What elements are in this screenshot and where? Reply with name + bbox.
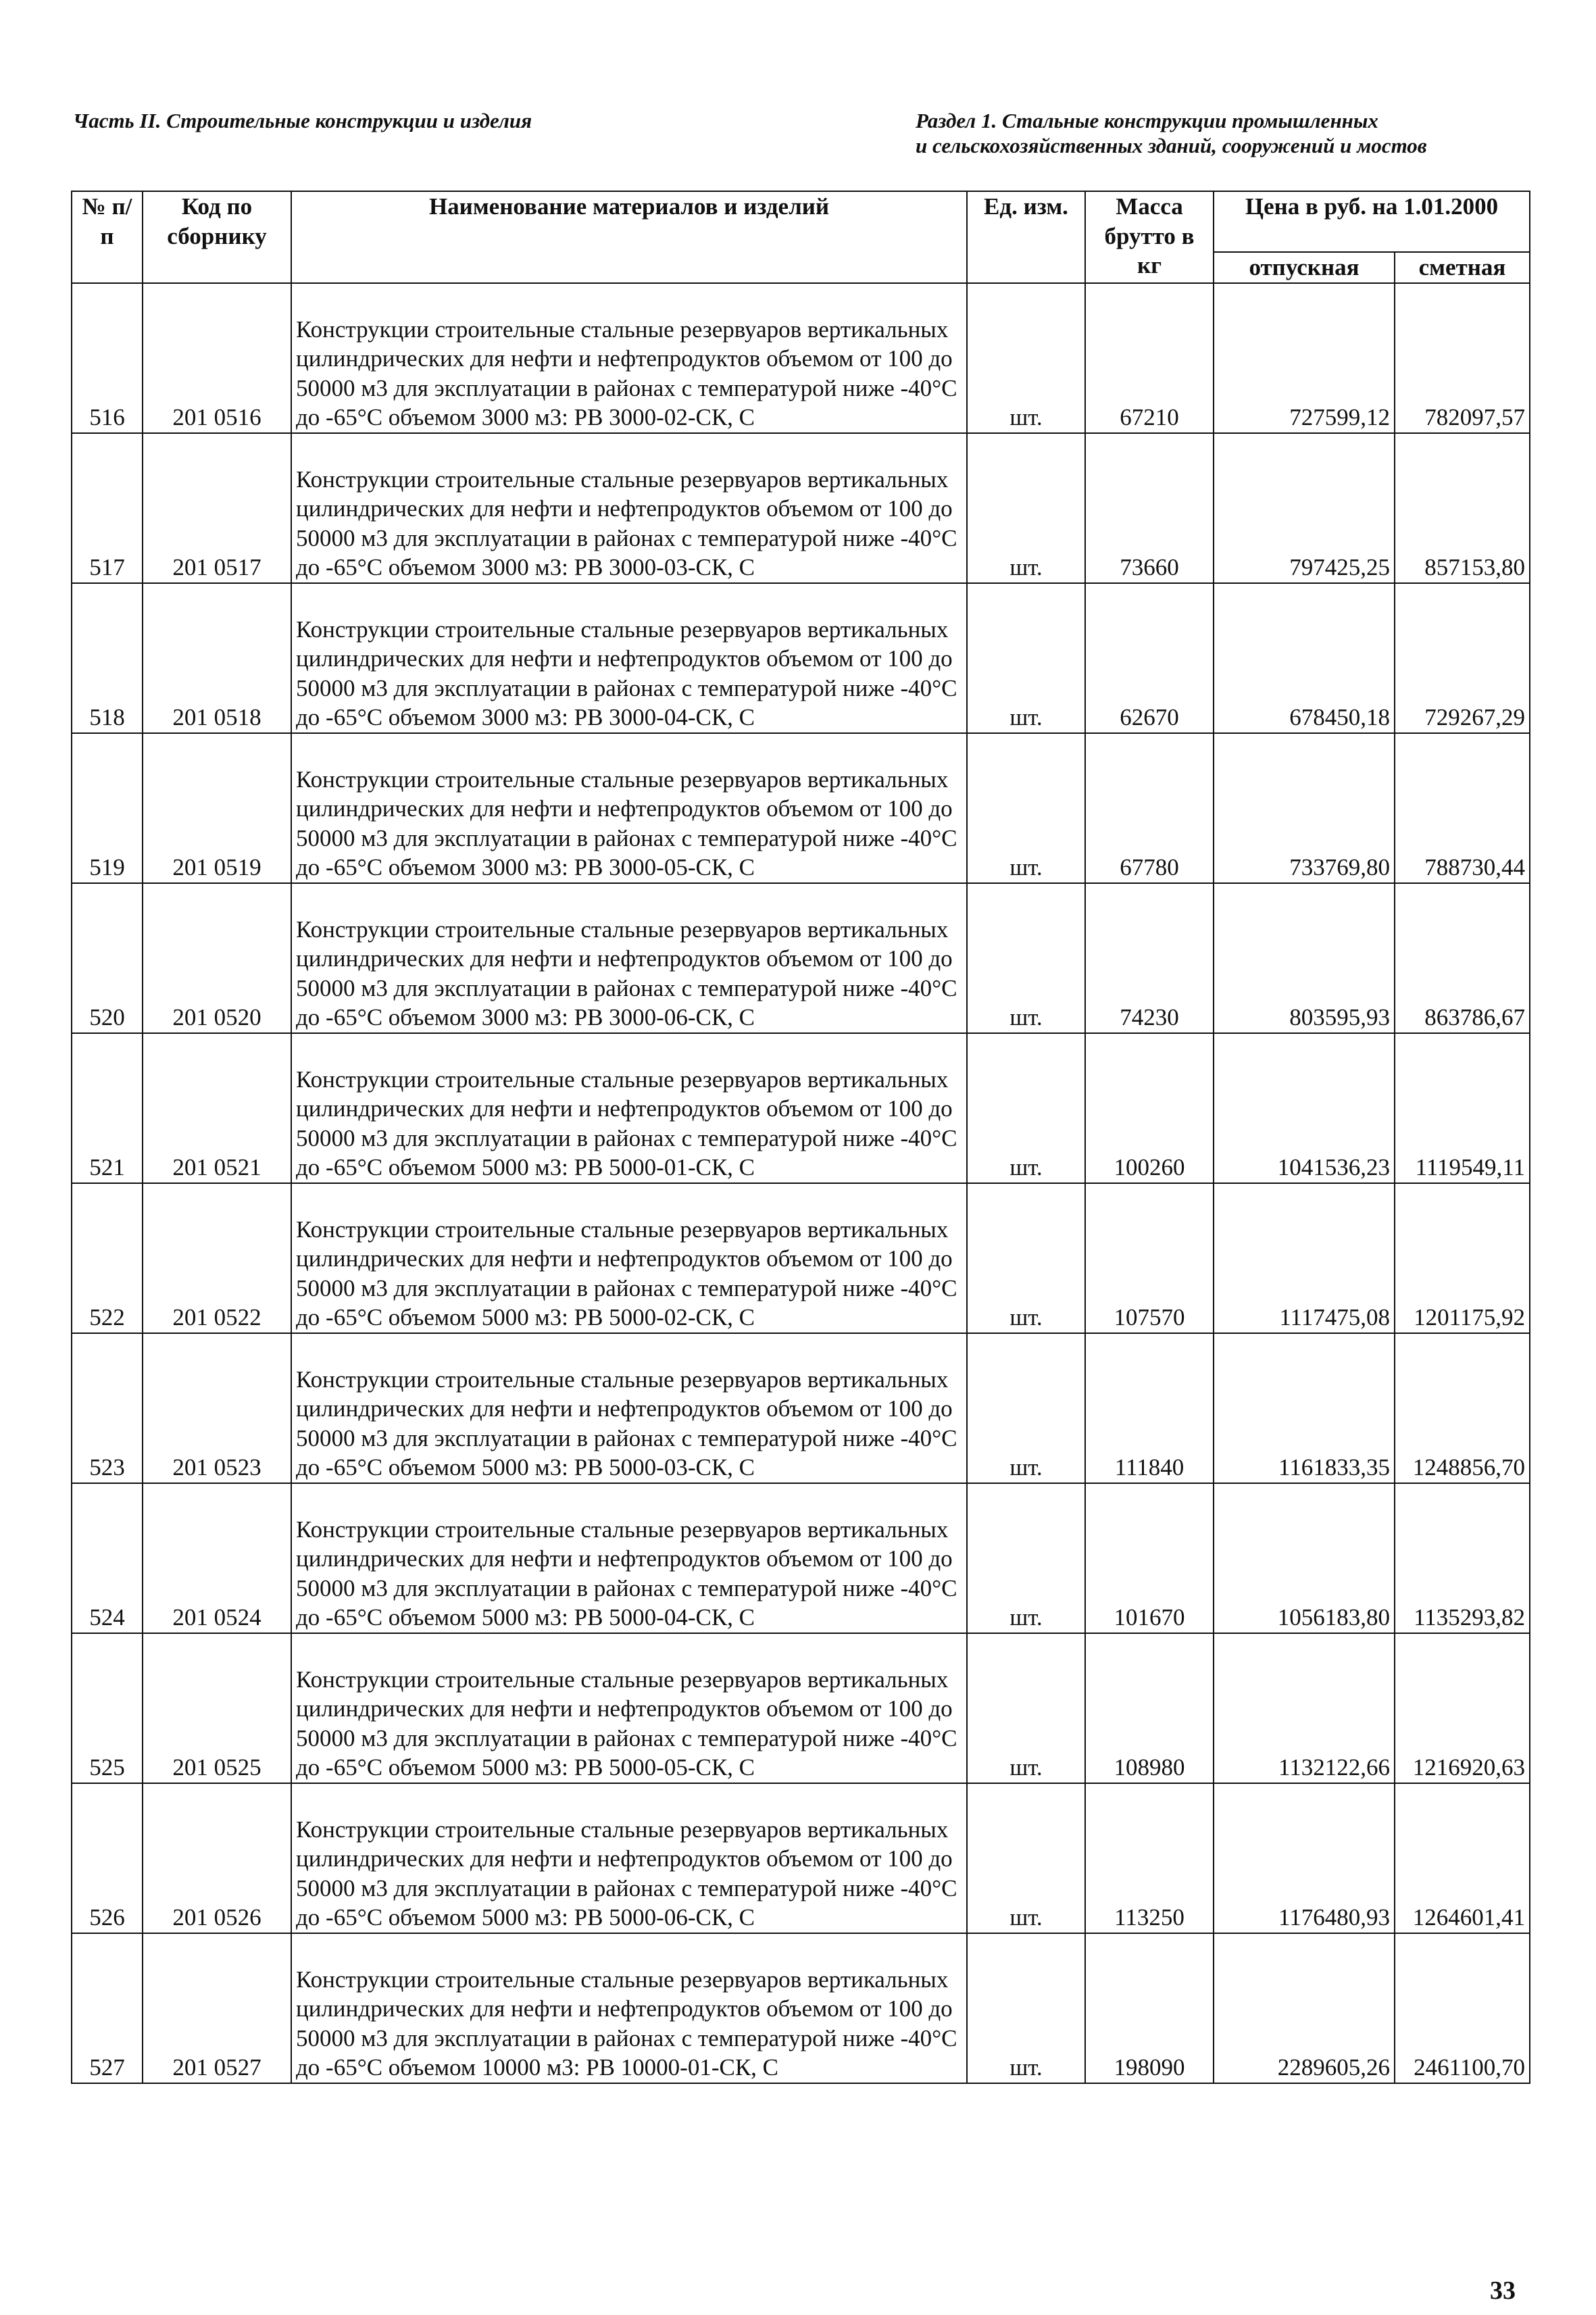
cell-code: 201 0526 xyxy=(143,1783,291,1933)
header-name: Наименование материалов и изделий xyxy=(291,191,967,283)
cell-mass: 108980 xyxy=(1085,1633,1214,1783)
cell-num: 518 xyxy=(72,583,143,733)
cell-price-estimate: 782097,57 xyxy=(1395,283,1530,433)
cell-price-estimate: 1119549,11 xyxy=(1395,1033,1530,1183)
cell-name: Конструкции строительные стальные резервуаров вертикальных цилиндрических для нефти и нефтепродуктов объемом от 100 до 50000 м3 для эксплуатации в районах с температурой ниже -40°С до -65°С объемом 3000 м3: РВ 3000-06-СК, С xyxy=(291,883,967,1033)
running-header-right-line2: и сельскохозяйственных зданий, сооружений и мостов xyxy=(916,134,1427,157)
cell-price-release: 733769,80 xyxy=(1214,733,1395,883)
cell-code: 201 0522 xyxy=(143,1183,291,1333)
cell-unit: шт. xyxy=(967,1933,1085,2083)
cell-code: 201 0520 xyxy=(143,883,291,1033)
cell-code: 201 0524 xyxy=(143,1483,291,1633)
cell-price-estimate: 1216920,63 xyxy=(1395,1633,1530,1783)
table-row xyxy=(72,433,1530,583)
cell-num: 520 xyxy=(72,883,143,1033)
cell-num: 519 xyxy=(72,733,143,883)
header-num: № п/п xyxy=(72,191,143,283)
cell-unit: шт. xyxy=(967,883,1085,1033)
cell-unit: шт. xyxy=(967,583,1085,733)
cell-price-estimate: 1264601,41 xyxy=(1395,1783,1530,1933)
table-row xyxy=(72,583,1530,733)
cell-unit: шт. xyxy=(967,1783,1085,1933)
table-row xyxy=(72,1483,1530,1633)
cell-name: Конструкции строительные стальные резервуаров вертикальных цилиндрических для нефти и нефтепродуктов объемом от 100 до 50000 м3 для эксплуатации в районах с температурой ниже -40°С до -65°С объемом 5000 м3: РВ 5000-06-СК, С xyxy=(291,1783,967,1933)
running-header-left: Часть II. Строительные конструкции и изделия xyxy=(73,109,532,132)
cell-mass: 67210 xyxy=(1085,283,1214,433)
cell-unit: шт. xyxy=(967,433,1085,583)
header-price-estimate: сметная xyxy=(1395,252,1530,283)
cell-price-estimate: 788730,44 xyxy=(1395,733,1530,883)
table-header xyxy=(72,191,1530,283)
header-code: Код по сборнику xyxy=(143,191,291,283)
cell-mass: 100260 xyxy=(1085,1033,1214,1183)
cell-unit: шт. xyxy=(967,1333,1085,1483)
cell-price-release: 1117475,08 xyxy=(1214,1183,1395,1333)
cell-price-estimate: 729267,29 xyxy=(1395,583,1530,733)
cell-name: Конструкции строительные стальные резервуаров вертикальных цилиндрических для нефти и нефтепродуктов объемом от 100 до 50000 м3 для эксплуатации в районах с температурой ниже -40°С до -65°С объемом 3000 м3: РВ 3000-02-СК, С xyxy=(291,283,967,433)
cell-name: Конструкции строительные стальные резервуаров вертикальных цилиндрических для нефти и нефтепродуктов объемом от 100 до 50000 м3 для эксплуатации в районах с температурой ниже -40°С до -65°С объемом 10000 м3: РВ 10000-01-СК, С xyxy=(291,1933,967,2083)
table-body xyxy=(72,283,1530,2083)
cell-mass: 107570 xyxy=(1085,1183,1214,1333)
cell-price-estimate: 1135293,82 xyxy=(1395,1483,1530,1633)
cell-code: 201 0518 xyxy=(143,583,291,733)
cell-price-release: 2289605,26 xyxy=(1214,1933,1395,2083)
cell-num: 517 xyxy=(72,433,143,583)
cell-unit: шт. xyxy=(967,1033,1085,1183)
cell-price-release: 727599,12 xyxy=(1214,283,1395,433)
price-table xyxy=(71,191,1530,2084)
cell-name: Конструкции строительные стальные резервуаров вертикальных цилиндрических для нефти и нефтепродуктов объемом от 100 до 50000 м3 для эксплуатации в районах с температурой ниже -40°С до -65°С объемом 3000 м3: РВ 3000-04-СК, С xyxy=(291,583,967,733)
cell-price-release: 678450,18 xyxy=(1214,583,1395,733)
cell-num: 526 xyxy=(72,1783,143,1933)
cell-num: 524 xyxy=(72,1483,143,1633)
cell-price-estimate: 863786,67 xyxy=(1395,883,1530,1033)
cell-price-release: 797425,25 xyxy=(1214,433,1395,583)
header-price-release: отпускная xyxy=(1214,252,1395,283)
cell-unit: шт. xyxy=(967,1183,1085,1333)
cell-num: 525 xyxy=(72,1633,143,1783)
cell-mass: 198090 xyxy=(1085,1933,1214,2083)
cell-code: 201 0523 xyxy=(143,1333,291,1483)
cell-mass: 62670 xyxy=(1085,583,1214,733)
cell-unit: шт. xyxy=(967,733,1085,883)
cell-code: 201 0517 xyxy=(143,433,291,583)
header-price: Цена в руб. на 1.01.2000 xyxy=(1214,191,1530,252)
table-row xyxy=(72,1633,1530,1783)
cell-name: Конструкции строительные стальные резервуаров вертикальных цилиндрических для нефти и нефтепродуктов объемом от 100 до 50000 м3 для эксплуатации в районах с температурой ниже -40°С до -65°С объемом 5000 м3: РВ 5000-02-СК, С xyxy=(291,1183,967,1333)
running-header-right-line1: Раздел 1. Стальные конструкции промышленных xyxy=(916,109,1378,132)
table-row xyxy=(72,1783,1530,1933)
cell-num: 521 xyxy=(72,1033,143,1183)
cell-price-release: 1056183,80 xyxy=(1214,1483,1395,1633)
cell-name: Конструкции строительные стальные резервуаров вертикальных цилиндрических для нефти и нефтепродуктов объемом от 100 до 50000 м3 для эксплуатации в районах с температурой ниже -40°С до -65°С объемом 3000 м3: РВ 3000-05-СК, С xyxy=(291,733,967,883)
cell-price-estimate: 857153,80 xyxy=(1395,433,1530,583)
cell-num: 523 xyxy=(72,1333,143,1483)
cell-price-release: 1132122,66 xyxy=(1214,1633,1395,1783)
cell-code: 201 0527 xyxy=(143,1933,291,2083)
cell-mass: 73660 xyxy=(1085,433,1214,583)
table-row xyxy=(72,1033,1530,1183)
cell-code: 201 0516 xyxy=(143,283,291,433)
cell-num: 522 xyxy=(72,1183,143,1333)
cell-unit: шт. xyxy=(967,283,1085,433)
table-row xyxy=(72,1183,1530,1333)
header-unit: Ед. изм. xyxy=(967,191,1085,283)
page-number: 33 xyxy=(1490,2276,1516,2305)
cell-name: Конструкции строительные стальные резервуаров вертикальных цилиндрических для нефти и нефтепродуктов объемом от 100 до 50000 м3 для эксплуатации в районах с температурой ниже -40°С до -65°С объемом 5000 м3: РВ 5000-03-СК, С xyxy=(291,1333,967,1483)
header-mass: Масса брутто в кг xyxy=(1085,191,1214,283)
table-row xyxy=(72,283,1530,433)
table-row xyxy=(72,733,1530,883)
running-header-right xyxy=(916,108,1427,158)
cell-mass: 113250 xyxy=(1085,1783,1214,1933)
cell-name: Конструкции строительные стальные резервуаров вертикальных цилиндрических для нефти и нефтепродуктов объемом от 100 до 50000 м3 для эксплуатации в районах с температурой ниже -40°С до -65°С объемом 3000 м3: РВ 3000-03-СК, С xyxy=(291,433,967,583)
cell-name: Конструкции строительные стальные резервуаров вертикальных цилиндрических для нефти и нефтепродуктов объемом от 100 до 50000 м3 для эксплуатации в районах с температурой ниже -40°С до -65°С объемом 5000 м3: РВ 5000-04-СК, С xyxy=(291,1483,967,1633)
cell-price-estimate: 1201175,92 xyxy=(1395,1183,1530,1333)
cell-code: 201 0519 xyxy=(143,733,291,883)
cell-num: 527 xyxy=(72,1933,143,2083)
cell-mass: 74230 xyxy=(1085,883,1214,1033)
cell-price-release: 1176480,93 xyxy=(1214,1783,1395,1933)
cell-price-release: 803595,93 xyxy=(1214,883,1395,1033)
cell-num: 516 xyxy=(72,283,143,433)
cell-name: Конструкции строительные стальные резервуаров вертикальных цилиндрических для нефти и нефтепродуктов объемом от 100 до 50000 м3 для эксплуатации в районах с температурой ниже -40°С до -65°С объемом 5000 м3: РВ 5000-01-СК, С xyxy=(291,1033,967,1183)
cell-unit: шт. xyxy=(967,1633,1085,1783)
table-row xyxy=(72,1933,1530,2083)
cell-mass: 67780 xyxy=(1085,733,1214,883)
table-row xyxy=(72,1333,1530,1483)
cell-code: 201 0521 xyxy=(143,1033,291,1183)
cell-unit: шт. xyxy=(967,1483,1085,1633)
cell-mass: 101670 xyxy=(1085,1483,1214,1633)
cell-name: Конструкции строительные стальные резервуаров вертикальных цилиндрических для нефти и нефтепродуктов объемом от 100 до 50000 м3 для эксплуатации в районах с температурой ниже -40°С до -65°С объемом 5000 м3: РВ 5000-05-СК, С xyxy=(291,1633,967,1783)
cell-price-estimate: 2461100,70 xyxy=(1395,1933,1530,2083)
cell-mass: 111840 xyxy=(1085,1333,1214,1483)
table-row xyxy=(72,883,1530,1033)
cell-price-estimate: 1248856,70 xyxy=(1395,1333,1530,1483)
cell-code: 201 0525 xyxy=(143,1633,291,1783)
cell-price-release: 1161833,35 xyxy=(1214,1333,1395,1483)
cell-price-release: 1041536,23 xyxy=(1214,1033,1395,1183)
